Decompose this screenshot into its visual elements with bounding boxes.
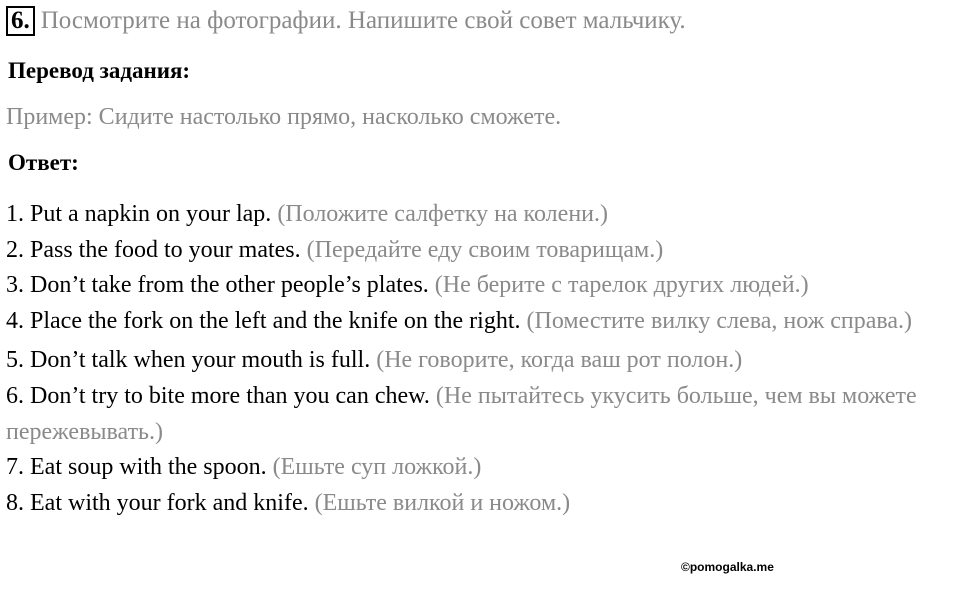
answer-label: Ответ: <box>8 150 79 175</box>
answer-item-english: 5. Don’t talk when your mouth is full. <box>6 347 371 374</box>
answer-item-translation: (Ешьте вилкой и ножом.) <box>314 489 571 516</box>
answer-item-english: 6. Don’t try to bite more than you can chew. <box>6 382 430 409</box>
answer-item-translation: (Ешьте суп ложкой.) <box>272 454 482 481</box>
answer-item-english: 4. Place the fork on the left and the knife on the right. <box>6 307 521 334</box>
translation-example: Пример: Сидите настолько прямо, насколько сможете. <box>6 104 562 130</box>
task-instruction: Посмотрите на фотографии. Напишите свой совет мальчику. <box>40 7 686 34</box>
answer-item-english: 3. Don’t take from the other people’s plates. <box>6 272 429 299</box>
answer-item-english: 8. Eat with your fork and knife. <box>6 489 309 516</box>
task-header <box>6 4 686 38</box>
answer-item-english: 7. Eat soup with the spoon. <box>6 454 267 481</box>
answer-item-6 <box>6 379 946 450</box>
answer-item-7 <box>6 450 946 486</box>
answer-item-translation: (Поместите вилку слева, нож справа.) <box>526 307 913 334</box>
answer-item-3 <box>6 268 946 304</box>
answer-item-translation: (Не пытайтесь укусить больше, чем вы можете пережевывать.) <box>6 382 917 445</box>
answer-item-1 <box>6 197 946 233</box>
answer-item-translation: (Передайте еду своим товарищам.) <box>306 236 664 263</box>
answer-item-5 <box>6 343 946 379</box>
answer-item-8 <box>6 486 946 522</box>
answer-item-english: 1. Put a napkin on your lap. <box>6 201 272 227</box>
answer-item-2 <box>6 233 946 269</box>
answer-item-translation: (Не берите с тарелок других людей.) <box>434 272 809 299</box>
watermark: ©pomogalka.me <box>681 560 774 574</box>
answer-item-english: 2. Pass the food to your mates. <box>6 236 301 263</box>
answer-item-translation: (Не говорите, когда ваш рот полон.) <box>376 347 743 374</box>
task-number: 6. <box>6 6 35 36</box>
translation-label: Перевод задания: <box>8 58 191 83</box>
answer-item-translation: (Положите салфетку на колени.) <box>277 201 608 227</box>
answer-list <box>6 197 946 521</box>
answer-item-4 <box>6 304 946 340</box>
